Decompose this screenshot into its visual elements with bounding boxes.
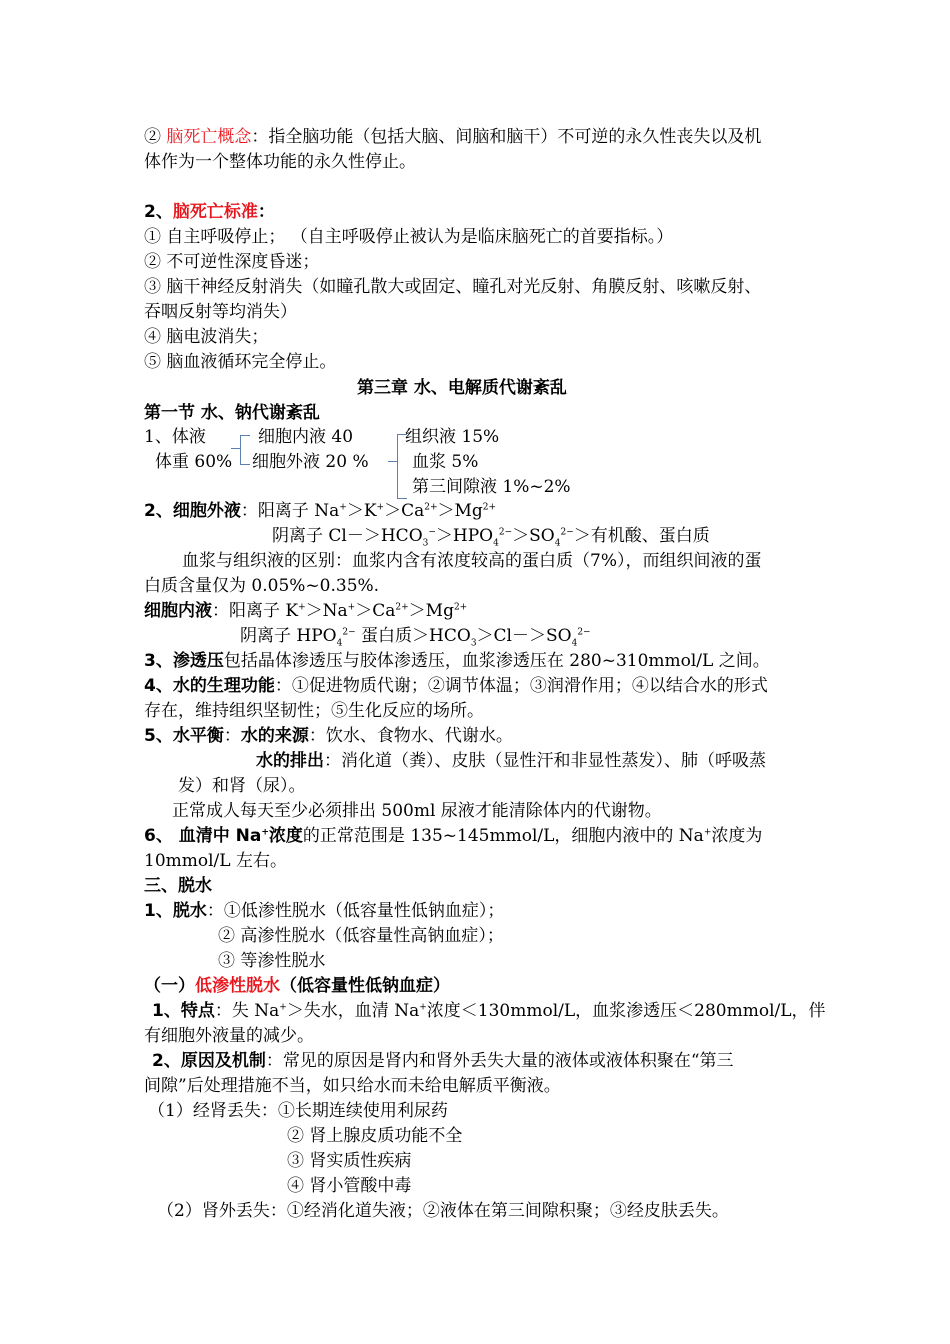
brain-death-criteria-heading: 2、脑死亡标准： [144, 202, 275, 222]
plasma-vs-tissue: 血浆与组织液的区别：血浆内含有浓度较高的蛋白质（7%），而组织间液的蛋 [182, 551, 762, 571]
hypotonic-dehydration-heading: （一）低渗性脱水（低容量性低钠血症） [144, 976, 450, 996]
fluid-weight: 体重 60% [155, 452, 233, 472]
renal-loss-item: ④ 肾小管酸中毒 [287, 1176, 412, 1196]
criteria-item: ① 自主呼吸停止； （自主呼吸停止被认为是临床脑死亡的首要指标。） [144, 227, 674, 247]
criteria-item: ③ 脑干神经反射消失（如瞳孔散大或固定、瞳孔对光反射、角膜反射、咳嗽反射、 [144, 277, 762, 297]
icf-cations: 细胞内液：阳离子 $K^+>Na^+>Ca^{2+}>Mg^{2+}$ [144, 601, 468, 621]
criteria-item: ⑤ 脑血液循环完全停止。 [144, 352, 337, 372]
brain-death-term: 脑死亡概念 [166, 127, 252, 147]
renal-loss-item: ③ 肾实质性疾病 [287, 1151, 412, 1171]
fluid-bracket-1-tick [231, 448, 241, 449]
serum-sodium-cont: 10mmol/L 左右。 [144, 851, 287, 871]
brain-death-concept-cont: 体作为一个整体功能的永久性停止。 [144, 152, 416, 172]
extrarenal-loss: （2）肾外丢失：①经消化道失液；②液体在第三间隙积聚；③经皮肤丢失。 [157, 1201, 729, 1221]
serum-sodium: 6、 血清中 Na+浓度的正常范围是 135~145mmol/L，细胞内液中的 Na+浓度为 [144, 826, 763, 846]
plasma-fluid: 血浆 5% [412, 452, 479, 472]
section-title: 第一节 水、钠代谢紊乱 [144, 403, 320, 423]
fluid-bracket-2-tick [388, 461, 398, 462]
extracellular-fluid: 细胞外液 20 % [252, 452, 369, 472]
third-space-fluid: 第三间隙液 1%~2% [412, 477, 571, 497]
criteria-item: ② 不可逆性深度昏迷； [144, 252, 320, 272]
criteria-item-cont: 吞咽反射等均消失） [144, 302, 297, 322]
brain-death-concept: ② 脑死亡概念：指全脑功能（包括大脑、间脑和脑干）不可逆的永久性丧失以及机 [144, 127, 762, 147]
tissue-fluid: 组织液 15% [405, 427, 500, 447]
icf-anions: 阴离子 $HPO_4^{2-}$ 蛋白质$>HCO_3>Cl->SO_4^{2-}$ [240, 626, 591, 649]
urine-requirement: 正常成人每天至少必须排出 500ml 尿液才能清除体内的代谢物。 [172, 801, 662, 821]
renal-loss-item: ② 肾上腺皮质功能不全 [287, 1126, 463, 1146]
dehydration-heading: 三、脱水 [144, 876, 212, 896]
hypotonic-features-cont: 有细胞外液量的减少。 [144, 1026, 314, 1046]
intracellular-fluid: 细胞内液 40 [258, 427, 354, 447]
water-functions: 4、水的生理功能：①促进物质代谢；②调节体温；③润滑作用；④以结合水的形式 [144, 676, 768, 696]
chapter-title: 第三章 水、电解质代谢紊乱 [357, 378, 567, 398]
water-functions-cont: 存在，维持组织坚韧性；⑤生化反应的场所。 [144, 701, 484, 721]
dehydration-type-2: ② 高渗性脱水（低容量性高钠血症）； [218, 926, 504, 946]
dehydration-type-1: 1、脱水：①低渗性脱水（低容量性低钠血症）； [144, 901, 505, 921]
renal-loss: （1）经肾丢失：①长期连续使用利尿药 [148, 1101, 448, 1121]
plasma-vs-tissue-cont: 白质含量仅为 0.05%~0.35%. [144, 576, 380, 596]
water-balance-sources: 5、水平衡：水的来源：饮水、食物水、代谢水。 [144, 726, 513, 746]
fluid-bracket-1 [240, 435, 250, 465]
ecf-cations: 2、细胞外液：阳离子 $Na^+>K^+>Ca^{2+}>Mg^{2+}$ [144, 501, 497, 521]
hypotonic-causes-cont: 间隙”后处理措施不当，如只给水而未给电解质平衡液。 [144, 1076, 561, 1096]
criteria-item: ④ 脑电波消失； [144, 327, 269, 347]
water-excretion-cont: 发）和肾（尿）。 [178, 776, 306, 796]
hypotonic-features: 1、特点：失 Na+＞失水，血清 Na+浓度＜130mmol/L，血浆渗透压＜280mmol/L，伴 [152, 1001, 826, 1021]
osmotic-pressure: 3、渗透压包括晶体渗透压与胶体渗透压，血浆渗透压在 280~310mmol/L 之间。 [144, 651, 770, 671]
ecf-anions: 阴离子 $Cl->HCO_3^->HPO_4^{2-}>SO_4^{2-}>$有机酸、蛋白质 [272, 526, 710, 549]
dehydration-type-3: ③ 等渗性脱水 [218, 951, 326, 971]
water-excretion: 水的排出：消化道（粪）、皮肤（显性汗和非显性蒸发）、肺（呼吸蒸 [256, 751, 766, 771]
hypotonic-causes: 2、原因及机制：常见的原因是肾内和肾外丢失大量的液体或液体积聚在“第三 [152, 1051, 734, 1071]
fluid-label: 1、体液 [144, 427, 206, 447]
